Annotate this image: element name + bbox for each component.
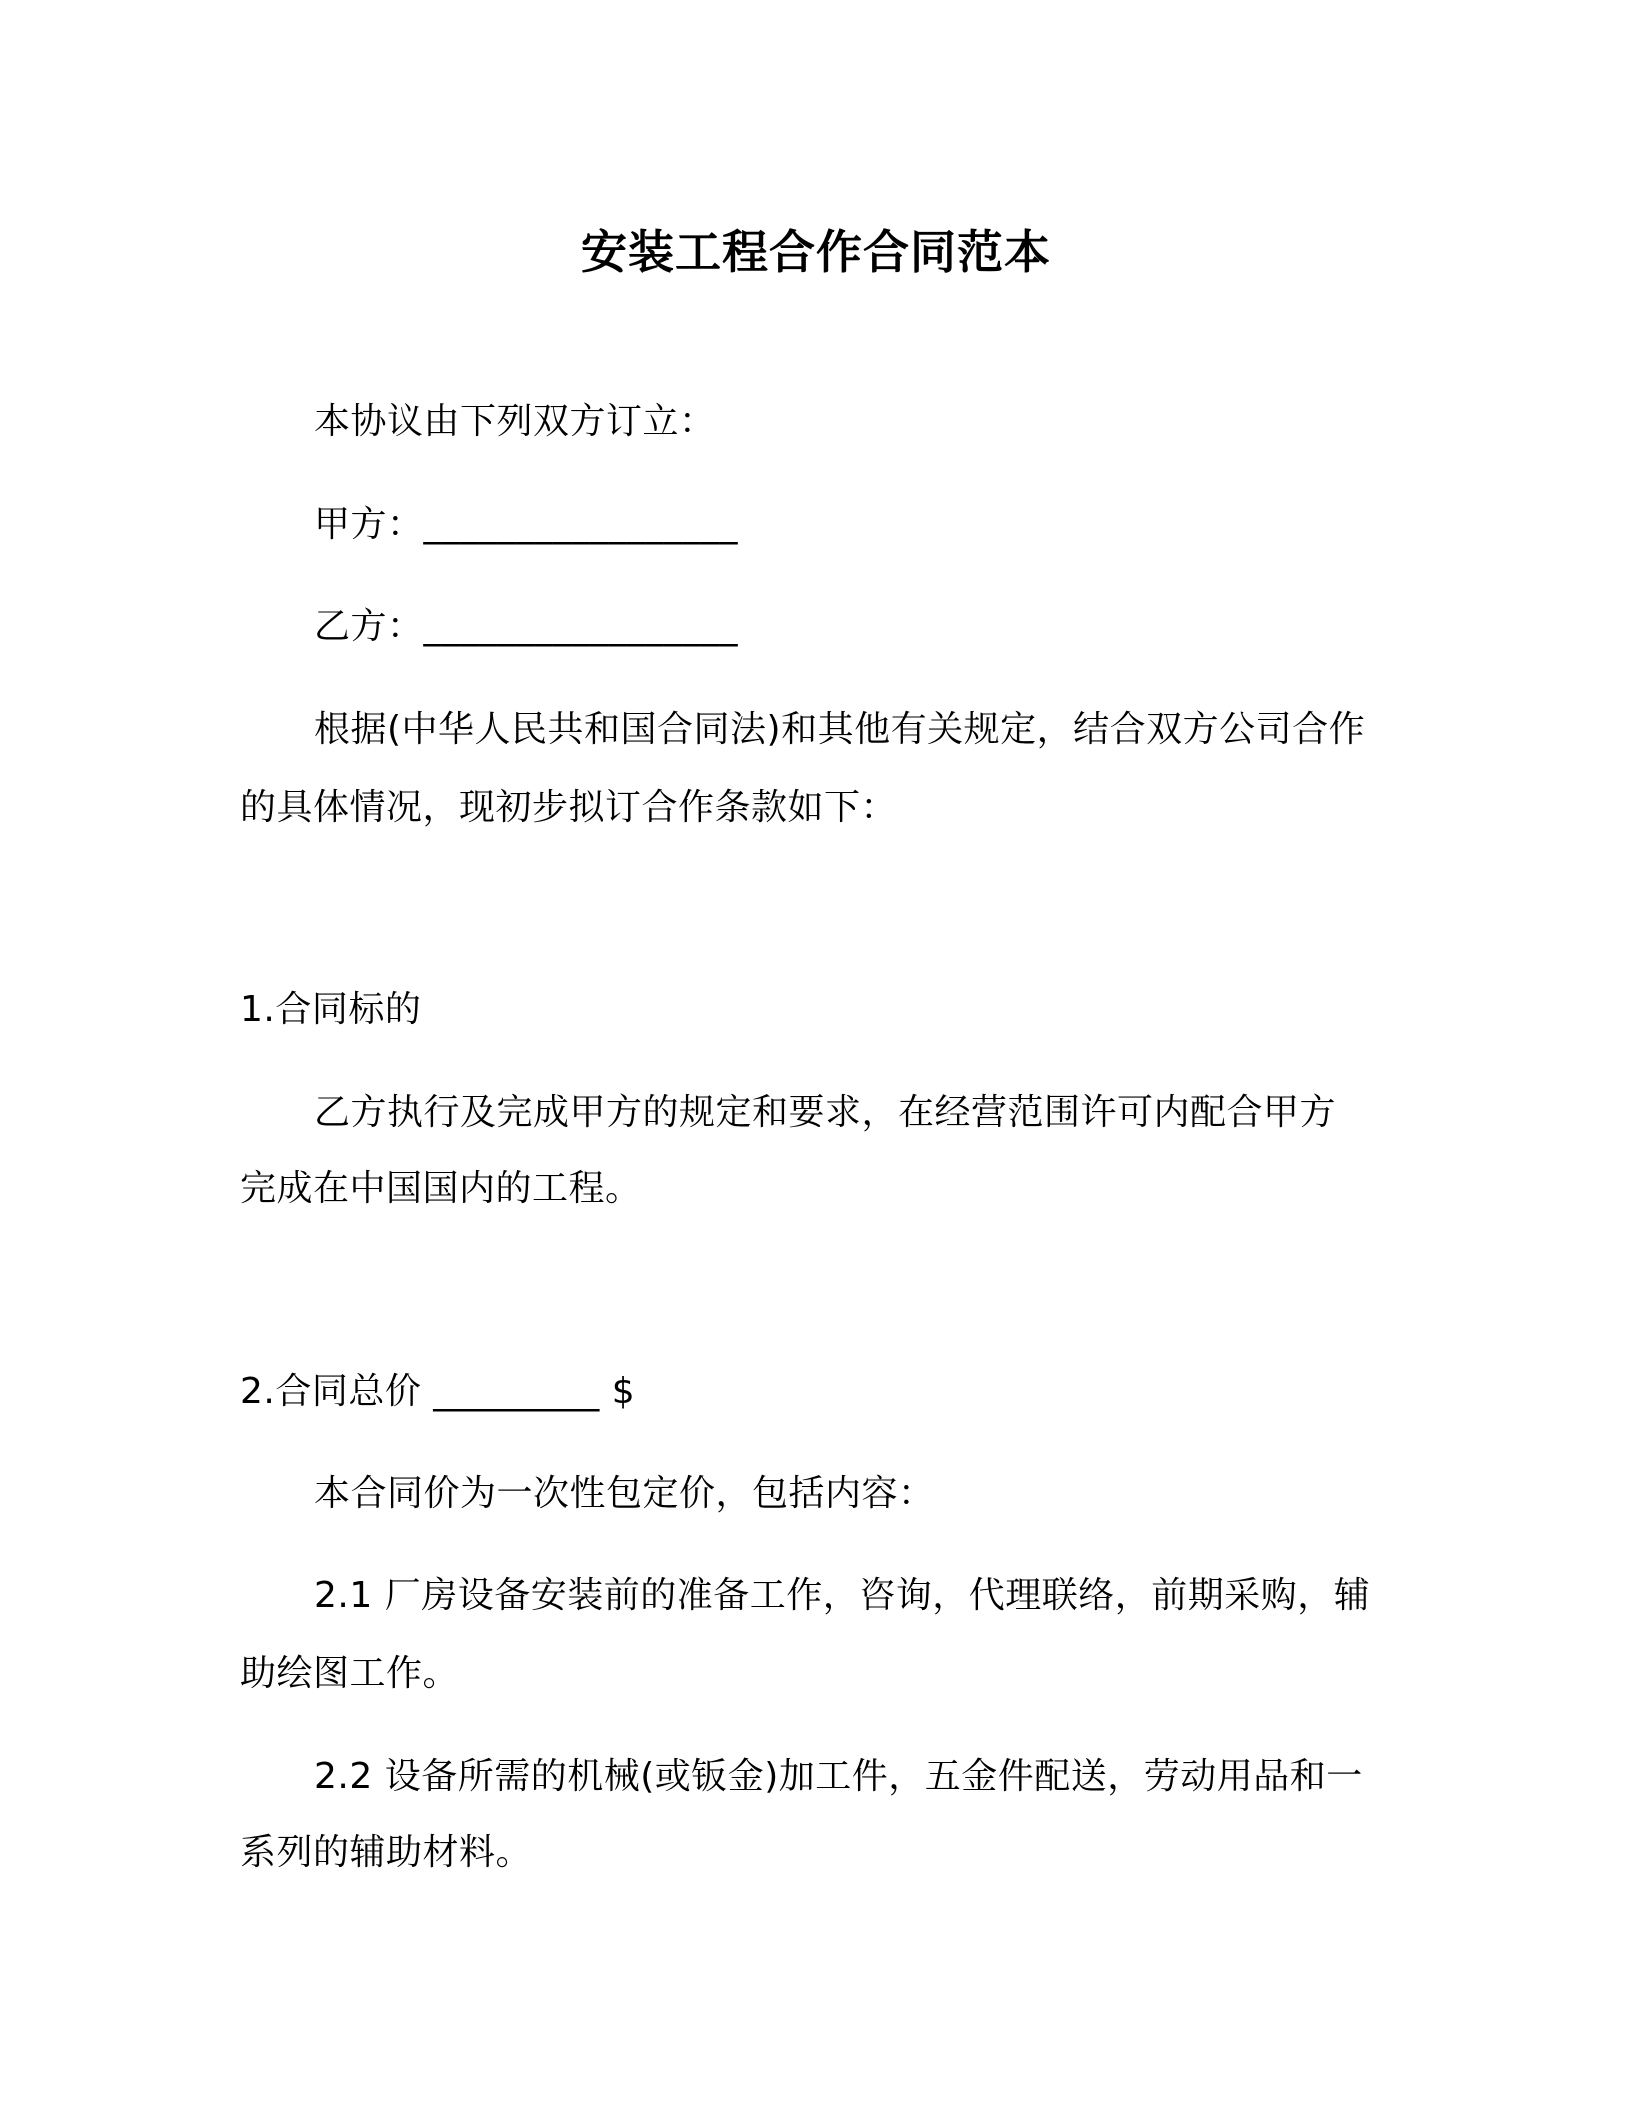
section-2-item-2-line-2: 系列的辅助材料。: [240, 1832, 533, 1873]
document-title: 安装工程合作合同范本: [581, 225, 1051, 279]
basis-paragraph-line-2: 的具体情况，现初步拟订合作条款如下：: [240, 787, 898, 828]
section-2-intro: 本合同价为一次性包定价，包括内容：: [314, 1473, 935, 1514]
basis-paragraph-line-1: 根据(中华人民共和国合同法)和其他有关规定，结合双方公司合作: [314, 709, 1366, 750]
section-2-item-1-line-1: 2.1 厂房设备安装前的准备工作，咨询，代理联络，前期采购，辅: [314, 1575, 1371, 1616]
party-b-line: 乙方：_________________: [314, 606, 739, 647]
section-1-heading: 1.合同标的: [240, 989, 422, 1030]
section-1-body-line-1: 乙方执行及完成甲方的规定和要求，在经营范围许可内配合甲方: [314, 1092, 1337, 1133]
section-2-item-2-line-1: 2.2 设备所需的机械(或钣金)加工件，五金件配送，劳动用品和一: [314, 1756, 1363, 1797]
party-a-line: 甲方：_________________: [314, 504, 739, 545]
section-2-item-1-line-2: 助绘图工作。: [240, 1653, 460, 1694]
section-1-body-line-2: 完成在中国国内的工程。: [240, 1168, 642, 1209]
section-2-heading: 2.合同总价 _________ $: [240, 1371, 636, 1412]
intro-text: 本协议由下列双方订立：: [314, 401, 716, 442]
